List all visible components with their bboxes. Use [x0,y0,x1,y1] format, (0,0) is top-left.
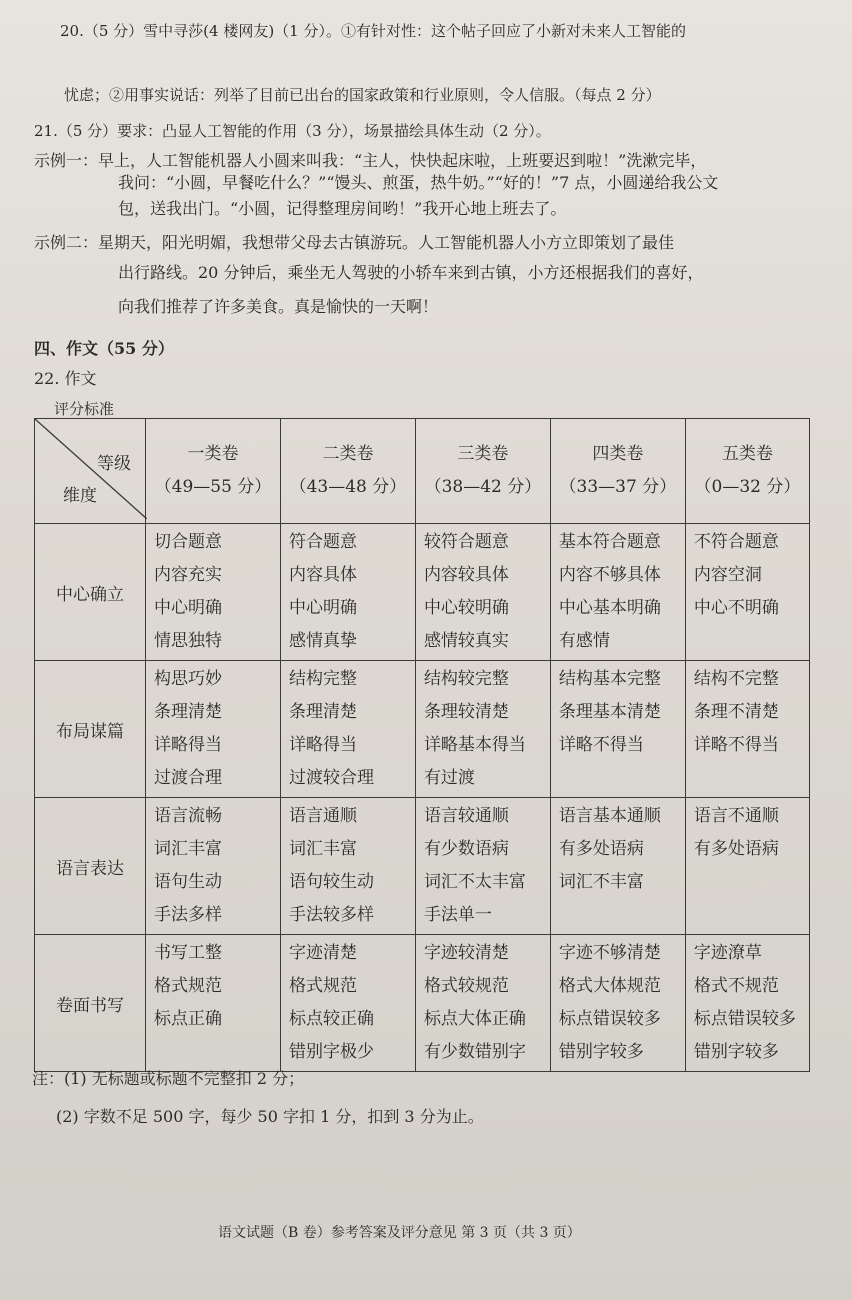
row-dimension: 布局谋篇 [35,661,146,798]
cell-criterion: 格式大体规范 [558,976,661,996]
cell-criterion: 手法较多样 [288,905,374,925]
cell-criterion: 字迹较清楚 [423,943,509,963]
cell-criterion: 内容空洞 [693,565,762,585]
cell-criterion: 语言通顺 [288,806,357,826]
cell-criterion: 有少数错别字 [423,1042,526,1062]
table-body [35,524,810,1072]
cell-criterion: 字迹不够清楚 [558,943,661,963]
header-grade-4 [550,419,685,524]
cell-criterion: 字迹清楚 [288,943,357,963]
table-cell [685,661,809,798]
q21-example2-line2: 出行路线。20 分钟后，乘坐无人驾驶的小轿车来到古镇，小方还根据我们的喜好， [118,263,704,282]
grade-range: （0—32 分） [694,477,801,497]
cell-criterion: 格式较规范 [423,976,509,996]
table-cell [550,524,685,661]
cell-criterion: 结构基本完整 [558,669,661,689]
cell-criterion: 词汇丰富 [288,839,357,859]
cell-criterion: 手法多样 [154,905,222,925]
table-cell [280,661,415,798]
cell-criterion: 标点错误较多 [558,1009,661,1029]
cell-criterion: 基本符合题意 [558,532,661,552]
table-row [35,661,810,798]
cell-criterion: 错别字较多 [693,1042,779,1062]
cell-criterion: 标点大体正确 [423,1009,526,1029]
cell-criterion: 中心明确 [288,598,357,618]
cell-criterion: 过渡合理 [154,768,222,788]
table-corner-cell [35,419,146,524]
cell-criterion: 内容不够具体 [558,565,661,585]
cell-criterion: 标点正确 [154,1009,222,1029]
header-grade-3 [415,419,550,524]
note-2: (2) 字数不足 500 字，每少 50 字扣 1 分，扣到 3 分为止。 [56,1107,484,1126]
table-cell [146,935,281,1072]
table-cell [550,661,685,798]
table-cell [280,798,415,935]
cell-criterion: 较符合题意 [423,532,509,552]
cell-criterion: 语言基本通顺 [558,806,661,826]
table-row [35,935,810,1072]
cell-criterion: 情思独特 [154,631,222,651]
cell-criterion: 中心较明确 [423,598,509,618]
grade-range: （49—55 分） [154,477,272,497]
cell-criterion: 错别字较多 [558,1042,644,1062]
table-cell [550,935,685,1072]
cell-criterion: 条理基本清楚 [558,702,661,722]
q20-line2: 忧虑；②用事实说话：列举了目前已出台的国家政策和行业原则，令人信服。（每点 2 分） [64,86,661,104]
cell-criterion: 详略基本得当 [423,735,526,755]
row-dimension: 卷面书写 [35,935,146,1072]
table-cell [685,798,809,935]
cell-criterion: 格式不规范 [693,976,779,996]
header-grade-1 [146,419,281,524]
cell-criterion: 语言较通顺 [423,806,509,826]
cell-criterion: 标点较正确 [288,1009,374,1029]
cell-criterion: 语言不通顺 [693,806,779,826]
cell-criterion: 有多处语病 [558,839,644,859]
cell-criterion: 切合题意 [154,532,222,552]
table-cell [685,935,809,1072]
cell-criterion: 书写工整 [154,943,222,963]
cell-criterion: 结构完整 [288,669,357,689]
cell-criterion: 标点错误较多 [693,1009,796,1029]
row-dimension: 语言表达 [35,798,146,935]
cell-criterion: 语句较生动 [288,872,374,892]
cell-criterion: 详略得当 [288,735,357,755]
cell-criterion: 内容具体 [288,565,357,585]
table-row [35,798,810,935]
cell-criterion: 词汇不丰富 [558,872,644,892]
corner-grade-label: 等级 [97,454,131,474]
cell-criterion: 手法单一 [423,905,492,925]
cell-criterion: 条理清楚 [288,702,357,722]
grade-name: 二类卷 [322,444,374,464]
cell-criterion: 条理不清楚 [693,702,779,722]
cell-criterion: 符合题意 [288,532,357,552]
cell-criterion: 有感情 [558,631,610,651]
cell-criterion: 详略不得当 [558,735,644,755]
cell-criterion: 感情较真实 [423,631,509,651]
table-caption: 评分标准 [54,400,115,418]
grade-range: （43—48 分） [289,477,407,497]
q20-line1: 20.（5 分）雪中寻莎(4 楼网友)（1 分）。①有针对性：这个帖子回应了小新对未来人工智能的 [60,22,686,40]
cell-criterion: 感情真挚 [288,631,357,651]
cell-criterion: 结构不完整 [693,669,779,689]
table-cell [415,935,550,1072]
cell-criterion: 有过渡 [423,768,475,788]
q21-example1-line1: 示例一：早上，人工智能机器人小圆来叫我：“主人，快快起床啦，上班要迟到啦！”洗漱完毕， [34,151,707,170]
cell-criterion: 过渡较合理 [288,768,374,788]
cell-criterion: 有多处语病 [693,839,779,859]
header-grade-2 [280,419,415,524]
cell-criterion: 词汇不太丰富 [423,872,526,892]
q21-example1-line2: 我问：“小圆，早餐吃什么？”“馒头、煎蛋，热牛奶。”“好的！”7 点，小圆递给我公文 [118,173,719,192]
q21-line1: 21.（5 分）要求：凸显人工智能的作用（3 分），场景描绘具体生动（2 分）。 [34,122,551,140]
cell-criterion: 中心基本明确 [558,598,661,618]
row-dimension: 中心确立 [35,524,146,661]
note-1: 注：(1) 无标题或标题不完整扣 2 分； [32,1069,305,1088]
q21-example2-line1: 示例二：星期天，阳光明媚，我想带父母去古镇游玩。人工智能机器人小方立即策划了最佳 [34,233,675,252]
table-cell [415,524,550,661]
cell-criterion: 中心明确 [154,598,222,618]
cell-criterion: 语言流畅 [154,806,222,826]
grade-name: 四类卷 [592,444,644,464]
table-cell [685,524,809,661]
page-footer: 语文试题（B 卷）参考答案及评分意见 第 3 页（共 3 页） [218,1225,581,1241]
cell-criterion: 语句生动 [154,872,222,892]
cell-criterion: 结构较完整 [423,669,509,689]
cell-criterion: 条理清楚 [154,702,222,722]
section-4-title: 四、作文（55 分） [34,339,174,358]
cell-criterion: 详略不得当 [693,735,779,755]
cell-criterion: 错别字极少 [288,1042,374,1062]
cell-criterion: 构思巧妙 [154,669,222,689]
cell-criterion: 有少数语病 [423,839,509,859]
grade-range: （33—37 分） [559,477,677,497]
scoring-table [34,418,810,1072]
table-row [35,524,810,661]
cell-criterion: 词汇丰富 [154,839,222,859]
cell-criterion: 不符合题意 [693,532,779,552]
q21-example1-line3: 包，送我出门。“小圆，记得整理房间哟！”我开心地上班去了。 [118,199,567,218]
corner-dimension-label: 维度 [63,486,97,506]
cell-criterion: 详略得当 [154,735,222,755]
grade-name: 五类卷 [721,444,773,464]
header-grade-5 [685,419,809,524]
cell-criterion: 字迹潦草 [693,943,762,963]
table-cell [146,661,281,798]
table-cell [146,524,281,661]
cell-criterion: 内容充实 [154,565,222,585]
table-cell [415,798,550,935]
cell-criterion: 内容较具体 [423,565,509,585]
table-cell [550,798,685,935]
table-cell [280,935,415,1072]
table-cell [280,524,415,661]
cell-criterion: 中心不明确 [693,598,779,618]
cell-criterion: 条理较清楚 [423,702,509,722]
table-cell [146,798,281,935]
q22-title: 22. 作文 [34,369,97,388]
grade-name: 三类卷 [457,444,509,464]
q21-example2-line3: 向我们推荐了许多美食。真是愉快的一天啊！ [118,297,439,316]
cell-criterion: 格式规范 [154,976,222,996]
grade-range: （38—42 分） [424,477,542,497]
grade-name: 一类卷 [187,444,239,464]
table-cell [415,661,550,798]
table-header-row [35,419,810,524]
cell-criterion: 格式规范 [288,976,357,996]
